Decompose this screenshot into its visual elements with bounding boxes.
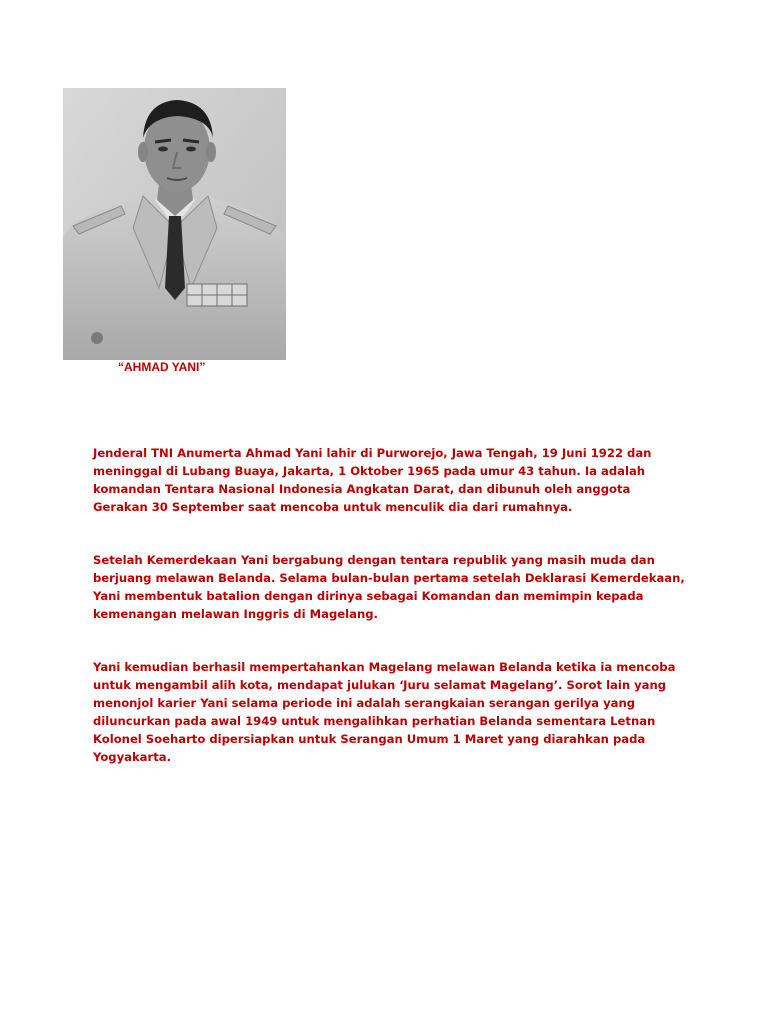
paragraph-1: Jenderal TNI Anumerta Ahmad Yani lahir di Purworejo, Jawa Tengah, 19 Juni 1922 dan meninggal di Lubang Buaya, Jakarta, 1 Oktober 1965 pada umur 43 tahun. Ia adalah komandan Tentara Nasional Indonesia Angkatan Darat, dan dibunuh oleh anggota Gerakan 30 September saat mencoba untuk menculik dia dari rumahnya. (93, 446, 652, 514)
paragraph-2: Setelah Kemerdekaan Yani bergabung dengan tentara republik yang masih muda dan berjuang melawan Belanda. Selama bulan-bulan pertama setelah Deklarasi Kemerdekaan, Yani membentuk batalion dengan dirinya sebagai Komandan dan memimpin kepada kemenangan melawan Inggris di Magelang. (93, 553, 685, 621)
photo-caption: “AHMAD YANI” (118, 360, 206, 374)
paragraph-3: Yani kemudian berhasil mempertahankan Magelang melawan Belanda ketika ia mencoba untuk mengambil alih kota, mendapat julukan ‘Juru selamat Magelang’. Sorot lain yang menonjol karier Yani selama periode ini adalah serangkaian serangan gerilya yang diluncurkan pada awal 1949 untuk mengalihkan perhatian Belanda sementara Letnan Kolonel Soeharto dipersiapkan untuk Serangan Umum 1 Maret yang diarahkan pada Yogyakarta. (93, 660, 676, 764)
portrait-photo (63, 88, 286, 360)
